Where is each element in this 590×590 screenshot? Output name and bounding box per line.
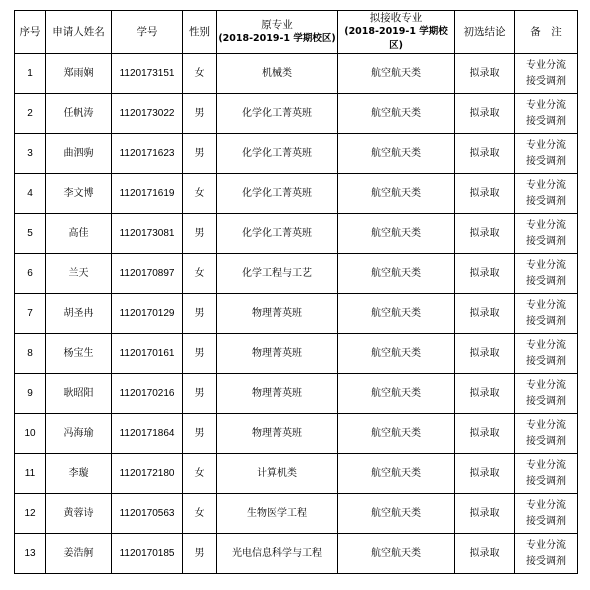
header-note: 备 注 bbox=[515, 11, 578, 54]
cell-gender: 女 bbox=[183, 54, 217, 94]
cell-name: 姜浩舸 bbox=[46, 534, 112, 574]
cell-name: 李文博 bbox=[46, 174, 112, 214]
cell-target-major: 航空航天类 bbox=[338, 94, 455, 134]
cell-seq: 1 bbox=[15, 54, 46, 94]
cell-name: 高佳 bbox=[46, 214, 112, 254]
note-line-2: 接受调剂 bbox=[526, 275, 566, 287]
cell-student-id: 1120171619 bbox=[112, 174, 183, 214]
header-seq: 序号 bbox=[15, 11, 46, 54]
cell-result: 拟录取 bbox=[455, 534, 515, 574]
note-line-1: 专业分流 bbox=[526, 259, 566, 271]
cell-note bbox=[515, 494, 578, 534]
table-row bbox=[15, 334, 578, 374]
cell-original-major: 物理菁英班 bbox=[217, 374, 338, 414]
note-line-1: 专业分流 bbox=[526, 539, 566, 551]
note-line-2: 接受调剂 bbox=[526, 235, 566, 247]
cell-name: 冯海瑜 bbox=[46, 414, 112, 454]
table-row bbox=[15, 454, 578, 494]
header-name: 申请人姓名 bbox=[46, 11, 112, 54]
table-row bbox=[15, 414, 578, 454]
note-line-2: 接受调剂 bbox=[526, 315, 566, 327]
cell-name: 胡圣冉 bbox=[46, 294, 112, 334]
cell-name: 黄蓉诗 bbox=[46, 494, 112, 534]
cell-name: 李璇 bbox=[46, 454, 112, 494]
cell-original-major: 生物医学工程 bbox=[217, 494, 338, 534]
note-line-1: 专业分流 bbox=[526, 459, 566, 471]
cell-note bbox=[515, 454, 578, 494]
cell-seq: 10 bbox=[15, 414, 46, 454]
cell-result: 拟录取 bbox=[455, 174, 515, 214]
cell-gender: 男 bbox=[183, 214, 217, 254]
cell-result: 拟录取 bbox=[455, 54, 515, 94]
table-header-row bbox=[15, 11, 578, 54]
header-original-major bbox=[217, 11, 338, 54]
cell-gender: 女 bbox=[183, 174, 217, 214]
cell-result: 拟录取 bbox=[455, 414, 515, 454]
cell-target-major: 航空航天类 bbox=[338, 134, 455, 174]
table-row bbox=[15, 254, 578, 294]
cell-note bbox=[515, 334, 578, 374]
cell-name: 耿昭阳 bbox=[46, 374, 112, 414]
cell-result: 拟录取 bbox=[455, 374, 515, 414]
note-line-2: 接受调剂 bbox=[526, 475, 566, 487]
cell-note bbox=[515, 134, 578, 174]
note-line-1: 专业分流 bbox=[526, 419, 566, 431]
note-line-2: 接受调剂 bbox=[526, 195, 566, 207]
cell-student-id: 1120172180 bbox=[112, 454, 183, 494]
cell-seq: 3 bbox=[15, 134, 46, 174]
cell-student-id: 1120173022 bbox=[112, 94, 183, 134]
cell-result: 拟录取 bbox=[455, 254, 515, 294]
cell-seq: 9 bbox=[15, 374, 46, 414]
table-row bbox=[15, 374, 578, 414]
cell-note bbox=[515, 294, 578, 334]
cell-seq: 8 bbox=[15, 334, 46, 374]
cell-result: 拟录取 bbox=[455, 94, 515, 134]
cell-result: 拟录取 bbox=[455, 494, 515, 534]
cell-name: 郑雨娴 bbox=[46, 54, 112, 94]
note-line-1: 专业分流 bbox=[526, 59, 566, 71]
cell-target-major: 航空航天类 bbox=[338, 414, 455, 454]
note-line-2: 接受调剂 bbox=[526, 435, 566, 447]
note-line-2: 接受调剂 bbox=[526, 555, 566, 567]
table-row bbox=[15, 54, 578, 94]
cell-note bbox=[515, 54, 578, 94]
cell-gender: 男 bbox=[183, 534, 217, 574]
cell-original-major: 化学化工菁英班 bbox=[217, 134, 338, 174]
admission-table bbox=[14, 10, 578, 574]
table-row bbox=[15, 294, 578, 334]
note-line-1: 专业分流 bbox=[526, 99, 566, 111]
cell-note bbox=[515, 254, 578, 294]
table-row bbox=[15, 534, 578, 574]
cell-original-major: 物理菁英班 bbox=[217, 414, 338, 454]
header-target-major bbox=[338, 11, 455, 54]
cell-seq: 13 bbox=[15, 534, 46, 574]
cell-seq: 6 bbox=[15, 254, 46, 294]
cell-note bbox=[515, 94, 578, 134]
cell-seq: 11 bbox=[15, 454, 46, 494]
cell-student-id: 1120170185 bbox=[112, 534, 183, 574]
cell-target-major: 航空航天类 bbox=[338, 454, 455, 494]
cell-note bbox=[515, 534, 578, 574]
cell-original-major: 机械类 bbox=[217, 54, 338, 94]
header-student-id: 学号 bbox=[112, 11, 183, 54]
header-gender: 性别 bbox=[183, 11, 217, 54]
cell-name: 杨宝生 bbox=[46, 334, 112, 374]
cell-note bbox=[515, 374, 578, 414]
cell-target-major: 航空航天类 bbox=[338, 214, 455, 254]
header-target-major-label: 拟接收专业 bbox=[369, 12, 423, 24]
cell-gender: 女 bbox=[183, 254, 217, 294]
cell-student-id: 1120170897 bbox=[112, 254, 183, 294]
cell-target-major: 航空航天类 bbox=[338, 334, 455, 374]
note-line-2: 接受调剂 bbox=[526, 75, 566, 87]
cell-student-id: 1120170216 bbox=[112, 374, 183, 414]
cell-target-major: 航空航天类 bbox=[338, 534, 455, 574]
cell-gender: 男 bbox=[183, 334, 217, 374]
cell-target-major: 航空航天类 bbox=[338, 174, 455, 214]
note-line-1: 专业分流 bbox=[526, 299, 566, 311]
note-line-1: 专业分流 bbox=[526, 339, 566, 351]
cell-target-major: 航空航天类 bbox=[338, 294, 455, 334]
cell-name: 兰天 bbox=[46, 254, 112, 294]
cell-note bbox=[515, 214, 578, 254]
cell-seq: 12 bbox=[15, 494, 46, 534]
cell-original-major: 物理菁英班 bbox=[217, 334, 338, 374]
cell-result: 拟录取 bbox=[455, 294, 515, 334]
cell-original-major: 计算机类 bbox=[217, 454, 338, 494]
note-line-2: 接受调剂 bbox=[526, 115, 566, 127]
cell-seq: 2 bbox=[15, 94, 46, 134]
cell-result: 拟录取 bbox=[455, 214, 515, 254]
note-line-2: 接受调剂 bbox=[526, 395, 566, 407]
cell-seq: 4 bbox=[15, 174, 46, 214]
cell-student-id: 1120170161 bbox=[112, 334, 183, 374]
cell-target-major: 航空航天类 bbox=[338, 374, 455, 414]
cell-target-major: 航空航天类 bbox=[338, 494, 455, 534]
note-line-1: 专业分流 bbox=[526, 139, 566, 151]
cell-original-major: 化学化工菁英班 bbox=[217, 94, 338, 134]
cell-gender: 男 bbox=[183, 134, 217, 174]
cell-name: 任帆涛 bbox=[46, 94, 112, 134]
cell-seq: 5 bbox=[15, 214, 46, 254]
table-row bbox=[15, 214, 578, 254]
cell-gender: 男 bbox=[183, 294, 217, 334]
cell-result: 拟录取 bbox=[455, 134, 515, 174]
cell-original-major: 化学化工菁英班 bbox=[217, 214, 338, 254]
cell-target-major: 航空航天类 bbox=[338, 254, 455, 294]
cell-original-major: 光电信息科学与工程 bbox=[217, 534, 338, 574]
cell-original-major: 化学工程与工艺 bbox=[217, 254, 338, 294]
note-line-2: 接受调剂 bbox=[526, 515, 566, 527]
cell-student-id: 1120173081 bbox=[112, 214, 183, 254]
table-row bbox=[15, 174, 578, 214]
note-line-1: 专业分流 bbox=[526, 499, 566, 511]
note-line-2: 接受调剂 bbox=[526, 155, 566, 167]
cell-student-id: 1120171864 bbox=[112, 414, 183, 454]
cell-gender: 男 bbox=[183, 414, 217, 454]
cell-gender: 男 bbox=[183, 94, 217, 134]
header-target-major-term: (2018-2019-1 学期校区) bbox=[344, 26, 448, 51]
cell-seq: 7 bbox=[15, 294, 46, 334]
cell-result: 拟录取 bbox=[455, 334, 515, 374]
cell-gender: 女 bbox=[183, 454, 217, 494]
cell-note bbox=[515, 174, 578, 214]
cell-target-major: 航空航天类 bbox=[338, 54, 455, 94]
note-line-1: 专业分流 bbox=[526, 219, 566, 231]
cell-student-id: 1120170563 bbox=[112, 494, 183, 534]
table-body bbox=[15, 54, 578, 574]
cell-gender: 男 bbox=[183, 374, 217, 414]
cell-name: 曲泗驹 bbox=[46, 134, 112, 174]
table-row bbox=[15, 94, 578, 134]
cell-result: 拟录取 bbox=[455, 454, 515, 494]
cell-original-major: 物理菁英班 bbox=[217, 294, 338, 334]
note-line-2: 接受调剂 bbox=[526, 355, 566, 367]
cell-note bbox=[515, 414, 578, 454]
cell-gender: 女 bbox=[183, 494, 217, 534]
cell-original-major: 化学化工菁英班 bbox=[217, 174, 338, 214]
table-row bbox=[15, 134, 578, 174]
header-original-major-label: 原专业 bbox=[261, 19, 293, 31]
note-line-1: 专业分流 bbox=[526, 379, 566, 391]
cell-student-id: 1120171623 bbox=[112, 134, 183, 174]
table-row bbox=[15, 494, 578, 534]
note-line-1: 专业分流 bbox=[526, 179, 566, 191]
header-result: 初选结论 bbox=[455, 11, 515, 54]
header-original-major-term: (2018-2019-1 学期校区) bbox=[218, 33, 336, 44]
cell-student-id: 1120170129 bbox=[112, 294, 183, 334]
cell-student-id: 1120173151 bbox=[112, 54, 183, 94]
